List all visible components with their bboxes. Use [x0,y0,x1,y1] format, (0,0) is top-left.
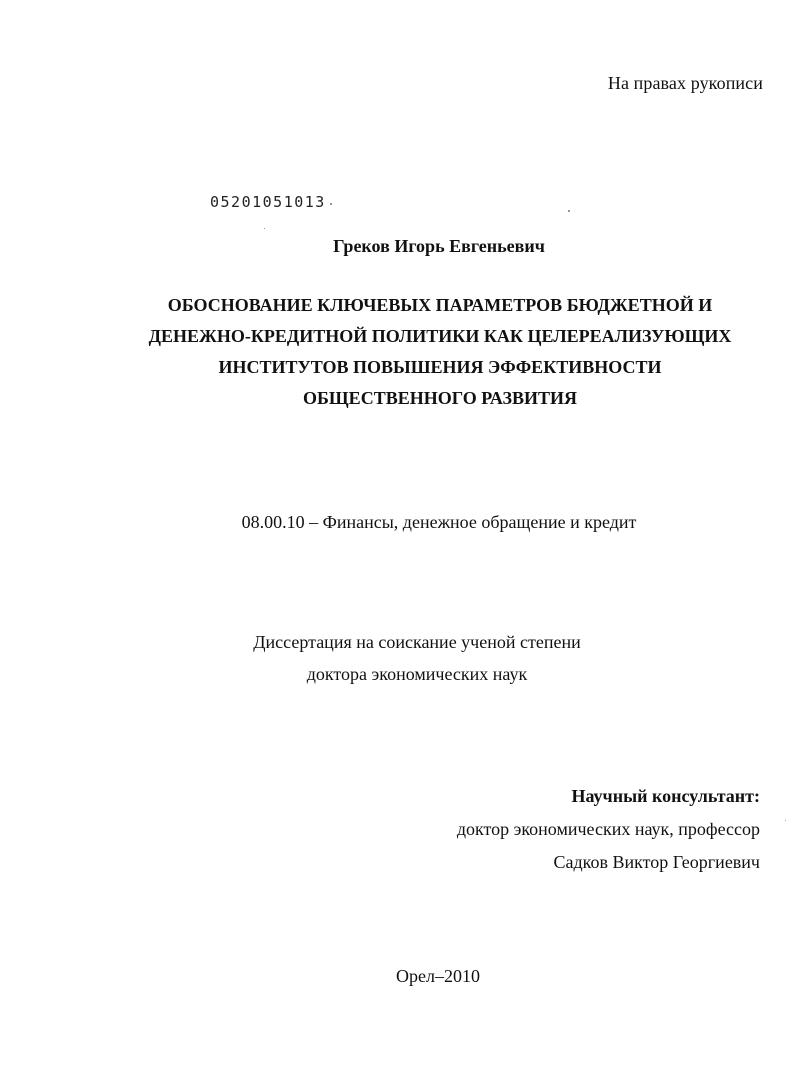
specialty-code: 08.00.10 – Финансы, денежное обращение и кредит [241,512,637,532]
scan-speck [330,203,332,205]
city-year: Орел–2010 [396,966,480,986]
title-line: ДЕНЕЖНО-КРЕДИТНОЙ ПОЛИТИКИ КАК ЦЕЛЕРЕАЛИЗУЮЩИХ [148,326,732,346]
registry-code: 05201051013 [210,193,326,211]
scientific-consultant [457,780,760,879]
scan-speck [264,228,265,229]
degree-line-1: Диссертация на соискание ученой степени [253,632,581,652]
degree-line-2: доктора экономических наук [306,664,528,684]
manuscript-rights-note: На правах рукописи [607,73,763,93]
degree-statement [0,626,798,690]
title-line: ОБЩЕСТВЕННОГО РАЗВИТИЯ [303,388,577,408]
author-name: Греков Игорь Евгеньевич [333,236,545,256]
scan-speck [785,820,786,821]
title-line: ОБОСНОВАНИЕ КЛЮЧЕВЫХ ПАРАМЕТРОВ БЮДЖЕТНОЙ И [167,295,713,315]
dissertation-title [110,290,770,414]
consultant-title: доктор экономических наук, профессор [456,819,760,839]
scan-speck [568,210,570,212]
consultant-heading: Научный консультант: [571,786,760,806]
title-line: ИНСТИТУТОВ ПОВЫШЕНИЯ ЭФФЕКТИВНОСТИ [218,357,662,377]
consultant-name: Садков Виктор Георгиевич [553,852,760,872]
